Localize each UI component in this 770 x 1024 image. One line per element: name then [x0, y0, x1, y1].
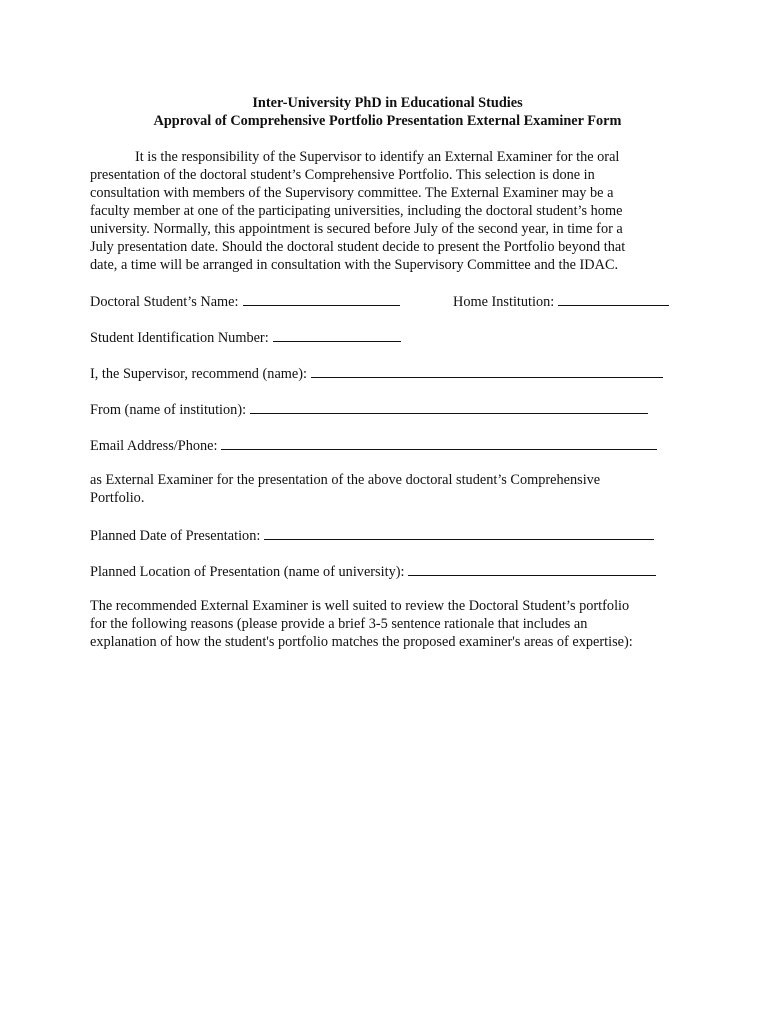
intro-line: presentation of the doctoral student’s Comprehensive Portfolio. This selection is done in — [90, 167, 595, 183]
planned-location-row — [90, 561, 685, 579]
student-id-label: Student Identification Number: — [90, 330, 269, 346]
student-name-field[interactable] — [243, 291, 400, 306]
reasons-line: The recommended External Examiner is well suited to review the Doctoral Student’s portfolio — [90, 598, 630, 614]
intro-line: date, a time will be arranged in consultation with the Supervisory Committee and the IDAC. — [90, 257, 619, 273]
reasons-line: explanation of how the student's portfolio matches the proposed examiner's areas of expertise): — [90, 634, 633, 650]
student-name-row — [90, 291, 685, 309]
planned-location-label: Planned Location of Presentation (name of university): — [90, 564, 405, 580]
external-examiner-paragraph — [90, 471, 685, 507]
from-institution-label: From (name of institution): — [90, 402, 247, 418]
student-id-row — [90, 327, 685, 345]
reasons-line: for the following reasons (please provide a brief 3-5 sentence rationale that includes an — [90, 616, 588, 632]
email-phone-label: Email Address/Phone: — [90, 438, 218, 454]
external-examiner-line: as External Examiner for the presentation of the above doctoral student’s Comprehensive — [90, 472, 601, 488]
student-id-field[interactable] — [273, 327, 401, 342]
home-institution-label: Home Institution: — [453, 294, 555, 310]
supervisor-recommend-label: I, the Supervisor, recommend (name): — [90, 366, 307, 382]
intro-line: university. Normally, this appointment is secured before July of the second year, in time for a — [90, 221, 623, 237]
reasons-paragraph — [90, 597, 685, 651]
from-institution-field[interactable] — [250, 399, 648, 414]
planned-date-row — [90, 525, 685, 543]
examiner-name-field[interactable] — [311, 363, 663, 378]
student-name-label: Doctoral Student’s Name: — [90, 294, 239, 310]
intro-line: July presentation date. Should the doctoral student decide to present the Portfolio beyond that — [90, 239, 626, 255]
form-page — [90, 94, 685, 651]
planned-date-label: Planned Date of Presentation: — [90, 528, 261, 544]
home-institution-field[interactable] — [558, 291, 669, 306]
intro-line: It is the responsibility of the Supervisor to identify an External Examiner for the oral — [135, 149, 620, 165]
intro-paragraph — [90, 148, 685, 274]
email-phone-row — [90, 435, 685, 453]
external-examiner-line: Portfolio. — [90, 490, 145, 506]
planned-date-field[interactable] — [264, 525, 654, 540]
form-title-line-2: Approval of Comprehensive Portfolio Presentation External Examiner Form — [153, 113, 622, 129]
from-institution-row — [90, 399, 685, 417]
home-institution-group — [453, 291, 669, 311]
intro-line: consultation with members of the Supervisory committee. The External Examiner may be a — [90, 185, 614, 201]
planned-location-field[interactable] — [408, 561, 656, 576]
form-title-line-1: Inter-University PhD in Educational Studies — [252, 95, 523, 111]
intro-line: faculty member at one of the participating universities, including the doctoral student’s home — [90, 203, 623, 219]
supervisor-recommend-row — [90, 363, 685, 381]
email-phone-field[interactable] — [221, 435, 657, 450]
